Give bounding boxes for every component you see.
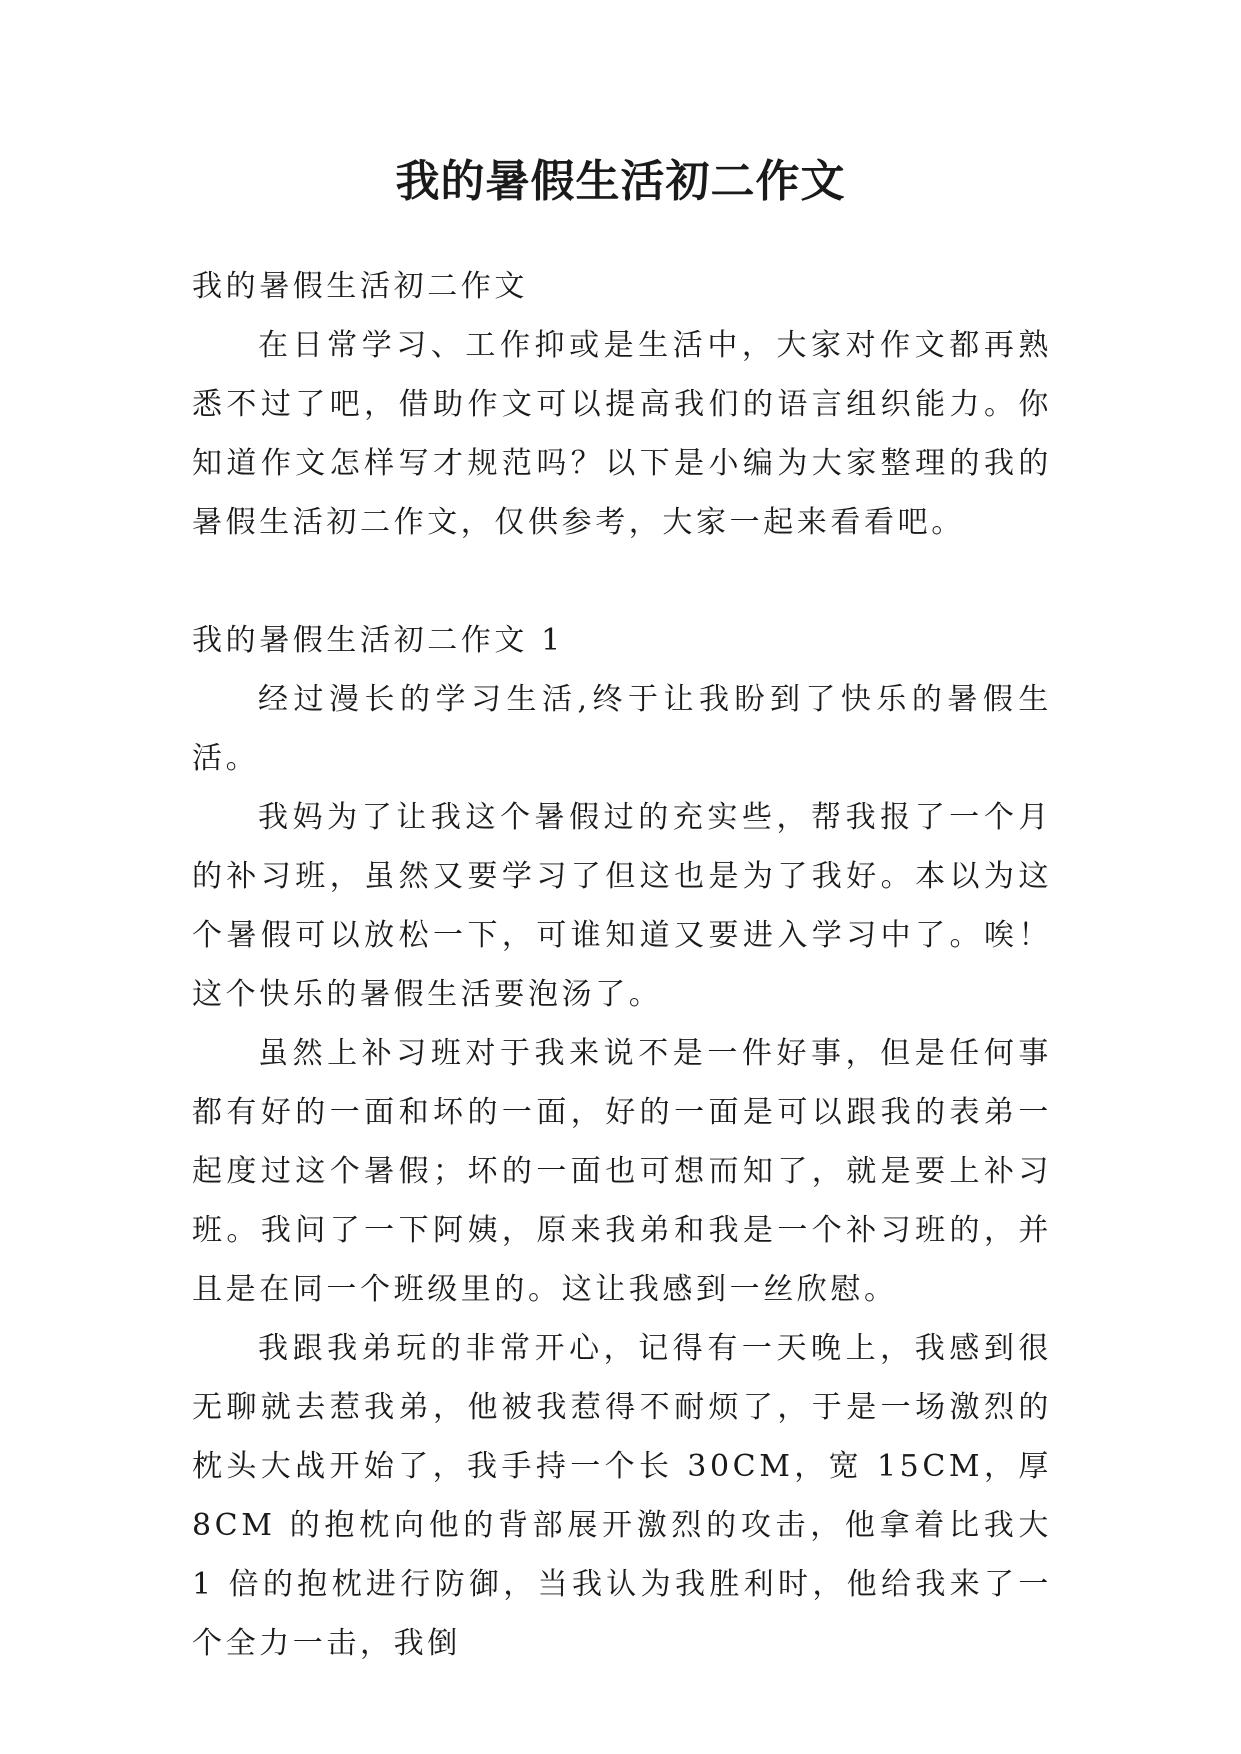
section1-paragraph-1: 经过漫长的学习生活,终于让我盼到了快乐的暑假生活。 xyxy=(192,682,1052,776)
section-spacer xyxy=(192,552,1052,611)
document-body xyxy=(192,257,1052,1673)
section1-paragraph-4: 我跟我弟玩的非常开心，记得有一天晚上，我感到很无聊就去惹我弟，他被我惹得不耐烦了，于是一场激烈的枕头大战开始了，我手持一个长 30CM，宽 15CM，厚 8CM 的抱枕向他的背部展开激烈的攻击，他拿着比我大 1 倍的抱枕进行防御，当我认为我胜利时，他给我来了一个全力一击，我倒 xyxy=(192,1331,1052,1661)
intro-paragraph: 在日常学习、工作抑或是生活中，大家对作文都再熟悉不过了吧，借助作文可以提高我们的语言组织能力。你知道作文怎样写才规范吗？以下是小编为大家整理的我的暑假生活初二作文，仅供参考，大家一起来看看吧。 xyxy=(192,328,1052,540)
section1-paragraph-2: 我妈为了让我这个暑假过的充实些，帮我报了一个月的补习班，虽然又要学习了但这也是为了我好。本以为这个暑假可以放松一下，可谁知道又要进入学习中了。唉！这个快乐的暑假生活要泡汤了。 xyxy=(192,800,1052,1012)
intro-heading: 我的暑假生活初二作文 xyxy=(192,269,528,304)
section1-heading: 我的暑假生活初二作文 1 xyxy=(192,623,564,658)
document-title: 我的暑假生活初二作文 xyxy=(395,156,846,207)
section1-paragraph-3: 虽然上补习班对于我来说不是一件好事，但是任何事都有好的一面和坏的一面，好的一面是可以跟我的表弟一起度过这个暑假；坏的一面也可想而知了，就是要上补习班。我问了一下阿姨，原来我弟和我是一个补习班的，并且是在同一个班级里的。这让我感到一丝欣慰。 xyxy=(192,1036,1052,1307)
